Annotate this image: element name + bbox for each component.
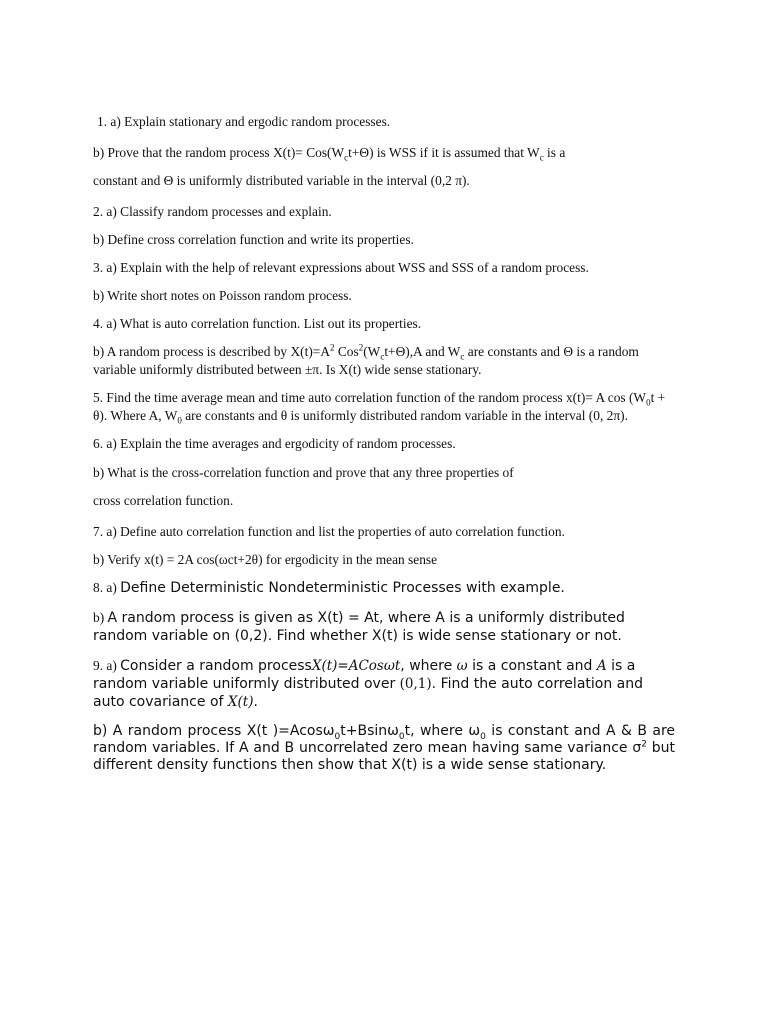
q3a: 3. a) Explain with the help of relevant expressions about WSS and SSS of a random process. [93,260,589,275]
q8b: b) A random process is given as X(t) = At, where A is a uniformly distributed random variable on (0,2). Find whether X(t) is wide sense stationary or not. [93,610,625,644]
q1b: b) Prove that the random process $X(t)= Cos(W_ct+\Theta)$ is WSS if it is assumed that $W_c$ is a constant and Θ is uniformly distributed variable in the interval (0,2 π). [93,145,566,188]
q2a: 2. a) Classify random processes and explain. [93,204,332,219]
q7a: 7. a) Define auto correlation function and list the properties of auto correlation function. [93,524,565,539]
q9b: b) A random process X(t )=Acosω$_0$t+Bsinω$_0$t, where $\omega_0$ is constant and A & B are random variables. If A and B uncorrelated zero mean having same variance $\sigma^2$ but different density functions then show that X(t) is a wide sense stationary. [93,723,676,773]
question-paper [93,113,675,784]
q9a: 9. a) Consider a random processX(t)=ACosωt, where ω is a constant and A is a random variable uniformly distributed over (0,1). Find the auto correlation and auto covariance of X(t). [93,658,643,710]
q6a: 6. a) Explain the time averages and ergodicity of random processes. [93,436,456,451]
q2b: b) Define cross correlation function and write its properties. [93,232,414,247]
q4b: b) A random process is described by $X(t)=A^2$ $Cos^2(W_ct+\Theta),A$ and $W_c$ are constants and Θ is a random variable uniformly distributed between ±π. Is X(t) wide sense stationary. [93,342,639,377]
q1a: 1. a) Explain stationary and ergodic random processes. [97,114,391,129]
q6b: b) What is the cross-correlation function and prove that any three properties of cross correlation function. [93,465,514,508]
q7b: b) Verify x(t) = 2A cos(ωct+2θ) for ergodicity in the mean sense [93,552,438,567]
q4a: 4. a) What is auto correlation function. List out its properties. [93,316,422,331]
q5: 5. Find the time average mean and time auto correlation function of the random process x(t)= A $\cos (W_0t + \theta)$. Where A, $W_0$ are constants and θ is uniformly distributed random variable in the interval (0, 2π). [93,390,666,426]
q3b: b) Write short notes on Poisson random process. [93,288,352,303]
q8a: 8. a) Define Deterministic Nondeterministic Processes with example. [93,580,565,596]
